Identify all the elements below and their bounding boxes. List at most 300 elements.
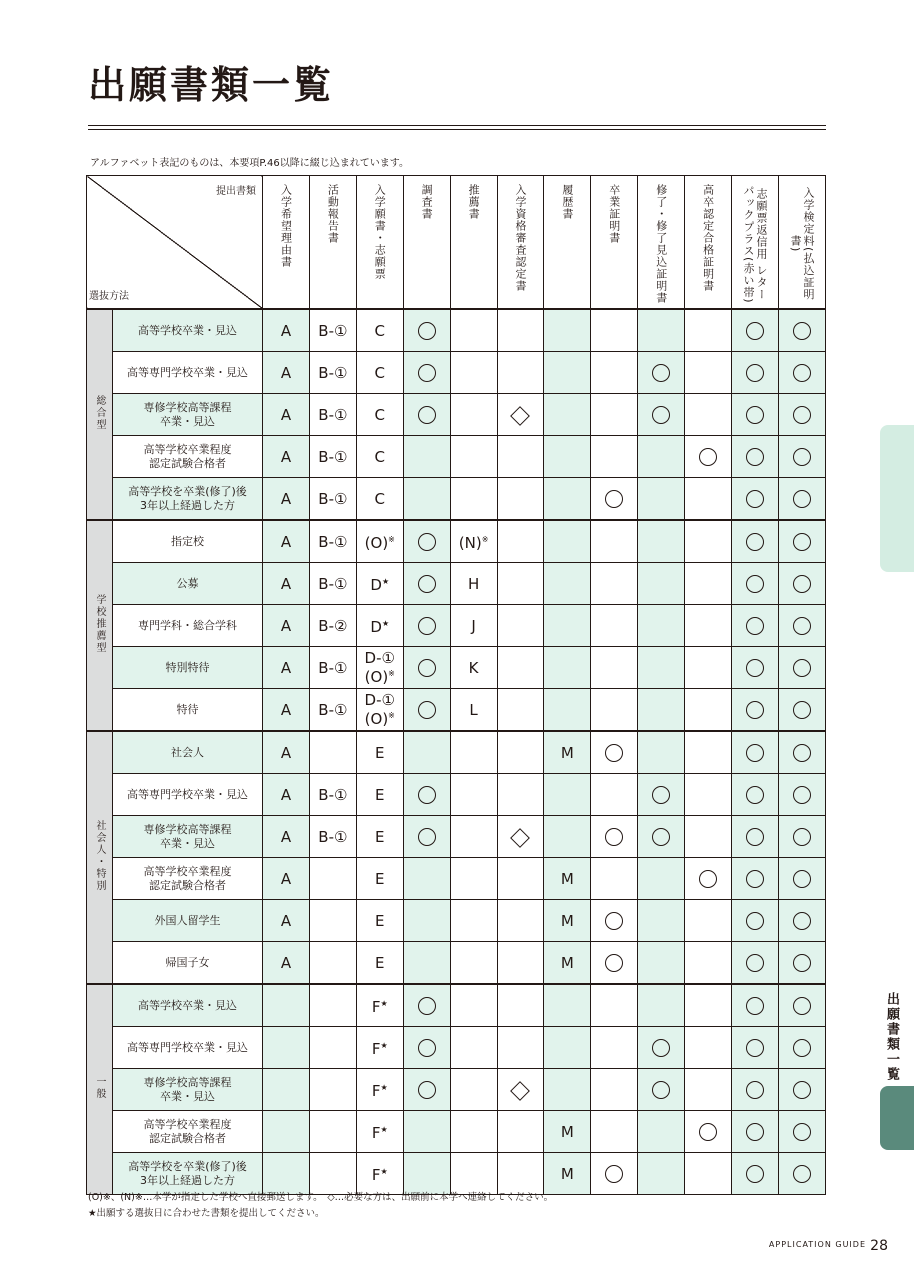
document-cell <box>544 563 591 605</box>
document-cell <box>591 858 638 900</box>
selection-method-cell: 高等学校卒業・見込 <box>113 309 263 352</box>
document-code: A <box>280 743 292 762</box>
document-code: B-① <box>318 321 348 340</box>
document-cell <box>497 816 544 858</box>
document-cell <box>356 858 403 900</box>
required-circle-icon <box>793 575 811 593</box>
table-row <box>87 436 826 478</box>
document-cell <box>497 1069 544 1111</box>
document-code: B-① <box>318 447 348 466</box>
document-cell <box>450 1153 497 1195</box>
document-cell <box>591 478 638 521</box>
document-cell <box>263 309 310 352</box>
document-cell <box>544 900 591 942</box>
selection-method-cell: 特別特待 <box>113 647 263 689</box>
required-circle-icon <box>746 870 764 888</box>
document-code: C <box>374 405 385 424</box>
document-cell <box>309 605 356 647</box>
document-cell <box>497 436 544 478</box>
document-cell <box>356 689 403 732</box>
required-circle-icon <box>652 828 670 846</box>
document-cell <box>778 478 825 521</box>
required-circle-icon <box>746 406 764 424</box>
document-code: B-① <box>318 658 348 677</box>
required-circle-icon <box>746 828 764 846</box>
document-cell <box>638 520 685 563</box>
document-cell <box>732 731 779 774</box>
table-row <box>87 309 826 352</box>
document-cell <box>685 1069 732 1111</box>
document-code: E <box>375 743 385 762</box>
document-cell <box>778 436 825 478</box>
selection-method-cell: 特待 <box>113 689 263 732</box>
document-cell <box>685 1111 732 1153</box>
selection-method-cell: 専修学校高等課程 卒業・見込 <box>113 1069 263 1111</box>
document-cell <box>263 1111 310 1153</box>
required-circle-icon <box>793 701 811 719</box>
column-header <box>356 176 403 310</box>
document-code: E <box>375 953 385 972</box>
document-cell <box>356 520 403 563</box>
required-circle-icon <box>418 575 436 593</box>
document-cell <box>309 689 356 732</box>
document-cell <box>263 1069 310 1111</box>
selection-method-cell: 専修学校高等課程 卒業・見込 <box>113 394 263 436</box>
category-cell <box>87 309 113 520</box>
column-header-label: 志願票返信用 レターパックプラス(赤い帯) <box>742 184 769 304</box>
column-header <box>497 176 544 310</box>
document-cell <box>263 731 310 774</box>
document-cell <box>591 1027 638 1069</box>
document-cell <box>732 774 779 816</box>
selection-method-cell: 公募 <box>113 563 263 605</box>
document-cell <box>685 816 732 858</box>
document-cell <box>732 605 779 647</box>
document-cell <box>450 436 497 478</box>
document-cell <box>356 731 403 774</box>
page-title: 出願書類一覧 <box>88 63 335 107</box>
document-cell <box>263 942 310 985</box>
document-code: M <box>560 743 574 762</box>
document-cell <box>685 942 732 985</box>
document-cell <box>544 1069 591 1111</box>
required-circle-icon <box>793 406 811 424</box>
document-cell <box>591 984 638 1027</box>
optional-diamond-icon <box>511 1081 531 1101</box>
document-code: A <box>280 953 292 972</box>
document-cell <box>403 520 450 563</box>
category-cell <box>87 731 113 984</box>
document-cell <box>778 1153 825 1195</box>
document-cell <box>309 942 356 985</box>
document-cell <box>732 816 779 858</box>
title-rule <box>88 125 826 126</box>
document-cell <box>356 309 403 352</box>
document-cell <box>732 394 779 436</box>
document-cell <box>591 605 638 647</box>
document-cell <box>450 478 497 521</box>
document-code: B-① <box>318 532 348 551</box>
document-cell <box>732 900 779 942</box>
required-circle-icon <box>793 533 811 551</box>
document-cell <box>356 647 403 689</box>
document-cell <box>732 563 779 605</box>
document-code: F★ <box>371 1124 388 1142</box>
document-cell <box>685 774 732 816</box>
document-code: C <box>374 489 385 508</box>
side-label: 出願書類一覧 <box>884 992 899 1082</box>
document-cell <box>591 563 638 605</box>
selection-method-cell: 社会人 <box>113 731 263 774</box>
note-line-2: ★出願する選抜日に合わせた書類を提出してください。 <box>88 1208 325 1219</box>
column-header <box>732 176 779 310</box>
document-cell <box>591 394 638 436</box>
required-circle-icon <box>418 617 436 635</box>
document-code: A <box>280 447 292 466</box>
selection-method-cell: 帰国子女 <box>113 942 263 985</box>
document-cell <box>497 731 544 774</box>
required-circle-icon <box>793 786 811 804</box>
required-circle-icon <box>418 364 436 382</box>
page-number: 28 <box>870 1238 888 1254</box>
document-cell <box>356 605 403 647</box>
table-row <box>87 816 826 858</box>
document-cell <box>638 774 685 816</box>
document-code: E <box>375 869 385 888</box>
document-cell <box>591 774 638 816</box>
document-code: L <box>469 700 478 719</box>
document-cell <box>309 1153 356 1195</box>
table-row <box>87 1153 826 1195</box>
required-circle-icon <box>793 448 811 466</box>
column-header <box>450 176 497 310</box>
document-code: E <box>375 827 385 846</box>
document-cell <box>263 563 310 605</box>
document-cell <box>497 689 544 732</box>
document-cell <box>638 563 685 605</box>
document-cell <box>685 520 732 563</box>
document-code: F★ <box>371 1082 388 1100</box>
category-label: 社会人・特別 <box>94 819 105 892</box>
required-circle-icon <box>793 1081 811 1099</box>
document-cell <box>638 394 685 436</box>
document-cell <box>591 436 638 478</box>
document-cell <box>778 605 825 647</box>
document-cell <box>356 816 403 858</box>
document-cell <box>309 1069 356 1111</box>
column-header <box>309 176 356 310</box>
document-cell <box>638 984 685 1027</box>
document-code: B-① <box>318 785 348 804</box>
document-cell <box>263 394 310 436</box>
required-circle-icon <box>652 406 670 424</box>
document-cell <box>685 563 732 605</box>
column-header-label: 入学検定料(払込証明書) <box>788 187 815 301</box>
required-circle-icon <box>793 828 811 846</box>
document-cell <box>778 942 825 985</box>
required-circle-icon <box>652 1039 670 1057</box>
document-cell <box>497 984 544 1027</box>
document-cell <box>544 605 591 647</box>
document-code: D★ <box>370 576 390 594</box>
table-row <box>87 858 826 900</box>
document-cell <box>591 520 638 563</box>
document-cell <box>685 647 732 689</box>
required-circle-icon <box>652 364 670 382</box>
required-circle-icon <box>746 1123 764 1141</box>
document-cell <box>497 647 544 689</box>
document-cell <box>356 1153 403 1195</box>
document-cell <box>591 1069 638 1111</box>
document-cell <box>309 858 356 900</box>
required-circle-icon <box>746 701 764 719</box>
document-code: A <box>280 489 292 508</box>
document-cell <box>450 689 497 732</box>
document-cell <box>591 731 638 774</box>
document-cell <box>403 984 450 1027</box>
document-cell <box>544 816 591 858</box>
document-code: A <box>280 616 292 635</box>
document-cell <box>403 1069 450 1111</box>
document-cell <box>263 858 310 900</box>
selection-method-cell: 高等学校卒業程度 認定試験合格者 <box>113 1111 263 1153</box>
document-cell <box>544 774 591 816</box>
document-cell <box>732 1069 779 1111</box>
column-header <box>544 176 591 310</box>
required-circle-icon <box>746 912 764 930</box>
document-cell <box>309 1027 356 1069</box>
document-cell <box>685 731 732 774</box>
document-cell <box>450 563 497 605</box>
document-cell <box>309 436 356 478</box>
document-cell <box>544 1111 591 1153</box>
document-code: A <box>280 785 292 804</box>
document-code: A <box>280 321 292 340</box>
document-cell <box>403 605 450 647</box>
document-code: M <box>560 1122 574 1141</box>
document-cell <box>732 436 779 478</box>
table-row <box>87 520 826 563</box>
document-cell <box>544 436 591 478</box>
document-code: B-① <box>318 827 348 846</box>
table-row <box>87 1069 826 1111</box>
table-row <box>87 563 826 605</box>
document-cell <box>356 774 403 816</box>
table-row <box>87 731 826 774</box>
required-circle-icon <box>699 1123 717 1141</box>
document-cell <box>685 1027 732 1069</box>
document-cell <box>685 984 732 1027</box>
required-circle-icon <box>793 322 811 340</box>
document-cell <box>685 436 732 478</box>
required-circle-icon <box>793 744 811 762</box>
selection-method-cell: 専修学校高等課程 卒業・見込 <box>113 816 263 858</box>
document-code: A <box>280 869 292 888</box>
document-cell <box>638 858 685 900</box>
column-header-label: 調査書 <box>420 184 434 220</box>
document-cell <box>403 1153 450 1195</box>
document-cell <box>732 689 779 732</box>
required-circle-icon <box>605 912 623 930</box>
intro-text: アルファベット表記のものは、本要項P.46以降に綴じ込まれています。 <box>90 158 409 169</box>
column-header <box>778 176 825 310</box>
document-cell <box>685 900 732 942</box>
document-cell <box>732 1027 779 1069</box>
document-cell <box>732 984 779 1027</box>
document-cell <box>778 1111 825 1153</box>
required-circle-icon <box>418 1081 436 1099</box>
document-cell <box>497 352 544 394</box>
document-code: B-① <box>318 700 348 719</box>
document-cell <box>638 1069 685 1111</box>
column-header-label: 入学願書・志願票 <box>373 184 387 280</box>
selection-method-cell: 高等専門学校卒業・見込 <box>113 1027 263 1069</box>
document-cell <box>544 1153 591 1195</box>
document-cell <box>591 816 638 858</box>
document-cell <box>403 774 450 816</box>
document-cell <box>638 436 685 478</box>
document-cell <box>450 858 497 900</box>
document-cell <box>309 563 356 605</box>
note-line-1: (O)※、(N)※…本学が指定した学校へ直接郵送します。 ◇…必要な方は、出願前に本学へ連絡してください。 <box>88 1192 554 1203</box>
document-cell <box>356 394 403 436</box>
table-row <box>87 774 826 816</box>
document-cell <box>638 478 685 521</box>
category-cell <box>87 984 113 1195</box>
required-circle-icon <box>605 744 623 762</box>
document-cell <box>544 1027 591 1069</box>
document-cell <box>778 309 825 352</box>
selection-method-cell: 高等学校を卒業(修了)後 3年以上経過した方 <box>113 1153 263 1195</box>
document-cell <box>263 352 310 394</box>
document-cell <box>450 1069 497 1111</box>
document-cell <box>778 984 825 1027</box>
required-circle-icon <box>605 490 623 508</box>
document-cell <box>544 520 591 563</box>
table-row <box>87 900 826 942</box>
column-header <box>403 176 450 310</box>
document-code: B-① <box>318 574 348 593</box>
document-cell <box>778 394 825 436</box>
document-cell <box>732 942 779 985</box>
document-cell <box>778 900 825 942</box>
document-cell <box>685 352 732 394</box>
document-code: B-① <box>318 405 348 424</box>
required-circle-icon <box>418 533 436 551</box>
document-cell <box>309 731 356 774</box>
document-code: E <box>375 785 385 804</box>
document-cell <box>591 1111 638 1153</box>
document-cell <box>778 689 825 732</box>
document-cell <box>497 478 544 521</box>
required-circle-icon <box>418 322 436 340</box>
required-circle-icon <box>418 786 436 804</box>
selection-method-cell: 専門学科・総合学科 <box>113 605 263 647</box>
document-cell <box>732 520 779 563</box>
document-cell <box>403 1111 450 1153</box>
document-code: A <box>280 405 292 424</box>
required-circle-icon <box>746 617 764 635</box>
document-cell <box>732 478 779 521</box>
required-circle-icon <box>418 828 436 846</box>
document-cell <box>778 563 825 605</box>
document-cell <box>638 309 685 352</box>
document-code: A <box>280 363 292 382</box>
documents-table <box>86 175 826 1195</box>
table-body <box>87 309 826 1195</box>
required-circle-icon <box>793 1165 811 1183</box>
selection-method-cell: 高等専門学校卒業・見込 <box>113 352 263 394</box>
document-cell <box>638 1153 685 1195</box>
document-cell <box>263 774 310 816</box>
required-circle-icon <box>605 828 623 846</box>
document-cell <box>544 309 591 352</box>
document-cell <box>732 352 779 394</box>
document-cell <box>497 942 544 985</box>
required-circle-icon <box>746 659 764 677</box>
document-cell <box>356 478 403 521</box>
document-cell <box>356 352 403 394</box>
document-code: M <box>560 953 574 972</box>
document-cell <box>591 309 638 352</box>
document-code: B-① <box>318 363 348 382</box>
document-cell <box>309 1111 356 1153</box>
required-circle-icon <box>746 786 764 804</box>
document-cell <box>497 1153 544 1195</box>
document-cell <box>778 520 825 563</box>
required-circle-icon <box>418 1039 436 1057</box>
document-code: A <box>280 700 292 719</box>
document-cell <box>497 520 544 563</box>
document-cell <box>403 1027 450 1069</box>
document-cell <box>356 984 403 1027</box>
required-circle-icon <box>699 870 717 888</box>
document-cell <box>309 647 356 689</box>
category-cell <box>87 520 113 731</box>
document-cell <box>497 394 544 436</box>
document-cell <box>778 647 825 689</box>
document-cell <box>497 900 544 942</box>
column-header-label: 入学希望理由書 <box>279 184 293 268</box>
document-code: D-① (O)※ <box>364 649 395 686</box>
document-cell <box>778 1027 825 1069</box>
document-cell <box>778 816 825 858</box>
document-cell <box>591 689 638 732</box>
required-circle-icon <box>793 659 811 677</box>
document-cell <box>403 731 450 774</box>
document-cell <box>497 1111 544 1153</box>
document-cell <box>450 731 497 774</box>
document-code: A <box>280 574 292 593</box>
required-circle-icon <box>418 997 436 1015</box>
required-circle-icon <box>418 406 436 424</box>
document-cell <box>544 689 591 732</box>
column-header-label: 履歴書 <box>560 184 574 220</box>
corner-cell <box>87 176 263 310</box>
required-circle-icon <box>699 448 717 466</box>
document-code: B-① <box>318 489 348 508</box>
table-row <box>87 942 826 985</box>
document-cell <box>356 942 403 985</box>
document-code: F★ <box>371 998 388 1016</box>
document-cell <box>638 1111 685 1153</box>
document-cell <box>403 436 450 478</box>
column-header-label: 高卒認定合格証明書 <box>701 184 715 292</box>
document-code: (N)※ <box>458 534 489 552</box>
document-cell <box>450 774 497 816</box>
document-cell <box>403 394 450 436</box>
document-code: A <box>280 911 292 930</box>
